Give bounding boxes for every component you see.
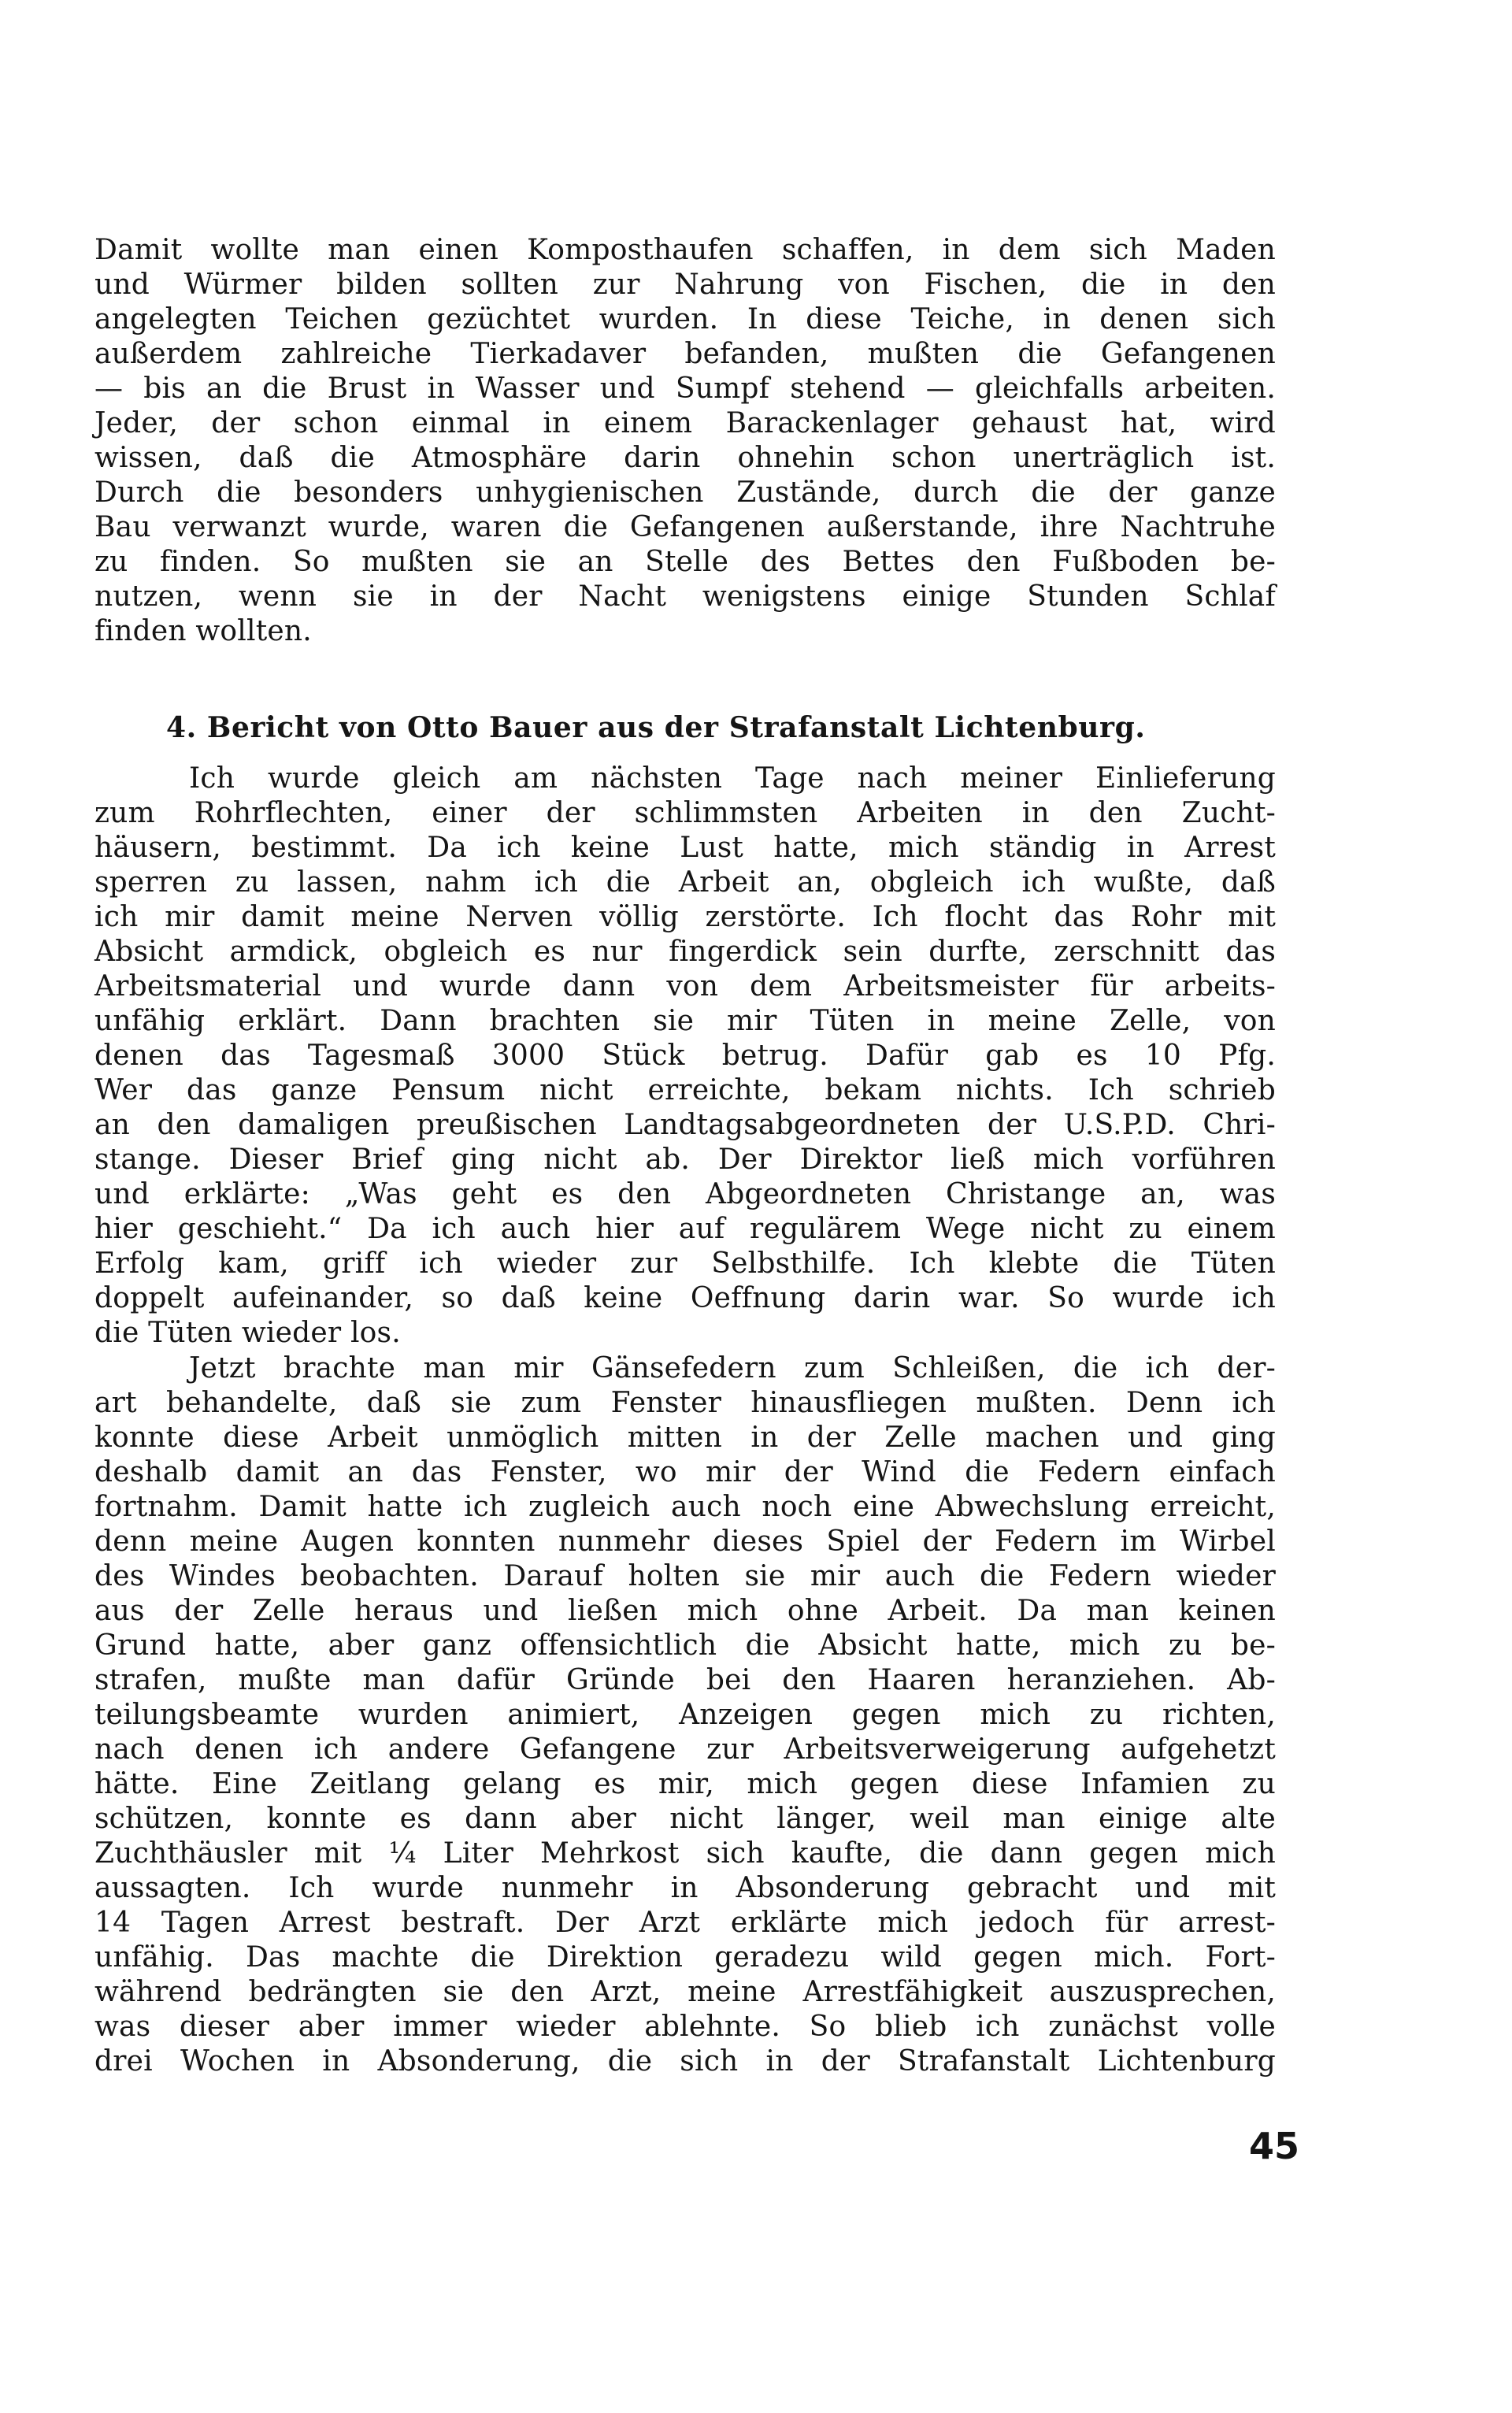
paragraph-line: aussagten. Ich wurde nunmehr in Absonderung gebracht und mit: [94, 1872, 1276, 1904]
paragraph-line: unfähig. Das machte die Direktion geradezu wild gegen mich. Fort-: [94, 1941, 1276, 1974]
paragraph-line: an den damaligen preußischen Landtagsabgeordneten der U.S.P.D. Chri-: [94, 1109, 1276, 1141]
paragraph-line: was dieser aber immer wieder ablehnte. So blieb ich zunächst volle: [94, 2011, 1276, 2043]
paragraph-line: hätte. Eine Zeitlang gelang es mir, mich gegen diese Infamien zu: [94, 1768, 1276, 1800]
paragraph-line: Jetzt brachte man mir Gänsefedern zum Schleißen, die ich der-: [189, 1352, 1276, 1384]
paragraph-line: hier geschieht.“ Da ich auch hier auf regulärem Wege nicht zu einem: [94, 1213, 1276, 1245]
paragraph-line: Zuchthäusler mit ¼ Liter Mehrkost sich kaufte, die dann gegen mich: [94, 1837, 1276, 1870]
section-heading: 4. Bericht von Otto Bauer aus der Strafanstalt Lichtenburg.: [166, 711, 1146, 744]
paragraph-line: konnte diese Arbeit unmöglich mitten in der Zelle machen und ging: [94, 1421, 1276, 1454]
paragraph-line: außerdem zahlreiche Tierkadaver befanden, mußten die Gefangenen: [94, 338, 1276, 370]
paragraph-line: fortnahm. Damit hatte ich zugleich auch noch eine Abwechslung erreicht,: [94, 1491, 1276, 1523]
paragraph-line: aus der Zelle heraus und ließen mich ohne Arbeit. Da man keinen: [94, 1595, 1276, 1627]
paragraph-line: häusern, bestimmt. Da ich keine Lust hatte, mich ständig in Arrest: [94, 832, 1276, 864]
paragraph-line: Bau verwanzt wurde, waren die Gefangenen außerstande, ihre Nachtruhe: [94, 511, 1276, 543]
paragraph-line: denn meine Augen konnten nunmehr dieses Spiel der Federn im Wirbel: [94, 1525, 1276, 1558]
paragraph-line: zu finden. So mußten sie an Stelle des Bettes den Fußboden be-: [94, 546, 1276, 578]
paragraph-line: art behandelte, daß sie zum Fenster hinausfliegen mußten. Denn ich: [94, 1387, 1276, 1419]
paragraph-line: Grund hatte, aber ganz offensichtlich die Absicht hatte, mich zu be-: [94, 1629, 1276, 1662]
paragraph-line: Arbeitsmaterial und wurde dann von dem Arbeitsmeister für arbeits-: [94, 970, 1276, 1003]
paragraph-line: Jeder, der schon einmal in einem Barackenlager gehaust hat, wird: [94, 407, 1276, 439]
paragraph-line: Erfolg kam, griff ich wieder zur Selbsthilfe. Ich klebte die Tüten: [94, 1247, 1276, 1280]
paragraph-line: wissen, daß die Atmosphäre darin ohnehin schon unerträglich ist.: [94, 442, 1276, 474]
paragraph-line: unfähig erklärt. Dann brachten sie mir Tüten in meine Zelle, von: [94, 1005, 1276, 1037]
paragraph-line: und erklärte: „Was geht es den Abgeordneten Christange an, was: [94, 1178, 1276, 1210]
paragraph-line: Absicht armdick, obgleich es nur fingerdick sein durfte, zerschnitt das: [94, 936, 1276, 968]
paragraph-line: denen das Tagesmaß 3000 Stück betrug. Dafür gab es 10 Pfg.: [94, 1040, 1276, 1072]
paragraph-line: des Windes beobachten. Darauf holten sie mir auch die Federn wieder: [94, 1560, 1276, 1592]
paragraph-line: und Würmer bilden sollten zur Nahrung von Fischen, die in den: [94, 269, 1276, 301]
paragraph-line: teilungsbeamte wurden animiert, Anzeigen gegen mich zu richten,: [94, 1699, 1276, 1731]
paragraph-line: angelegten Teichen gezüchtet wurden. In diese Teiche, in denen sich: [94, 303, 1276, 335]
paragraph-line: Damit wollte man einen Komposthaufen schaffen, in dem sich Maden: [94, 234, 1276, 266]
paragraph-line: stange. Dieser Brief ging nicht ab. Der Direktor ließ mich vorführen: [94, 1143, 1276, 1176]
paragraph-line: schützen, konnte es dann aber nicht länger, weil man einige alte: [94, 1803, 1276, 1835]
paragraph-line: Ich wurde gleich am nächsten Tage nach meiner Einlieferung: [189, 762, 1276, 795]
paragraph-line: doppelt aufeinander, so daß keine Oeffnung darin war. So wurde ich: [94, 1282, 1276, 1314]
paragraph-line: während bedrängten sie den Arzt, meine Arrestfähigkeit auszusprechen,: [94, 1976, 1276, 2008]
paragraph-line: — bis an die Brust in Wasser und Sumpf stehend — gleichfalls arbeiten.: [94, 373, 1276, 405]
paragraph-line: finden wollten.: [94, 615, 312, 647]
paragraph-line: nach denen ich andere Gefangene zur Arbeitsverweigerung aufgehetzt: [94, 1733, 1276, 1766]
paragraph-line: die Tüten wieder los.: [94, 1317, 401, 1349]
paragraph-line: zum Rohrflechten, einer der schlimmsten Arbeiten in den Zucht-: [94, 797, 1276, 829]
paragraph-line: Wer das ganze Pensum nicht erreichte, bekam nichts. Ich schrieb: [94, 1074, 1276, 1106]
paragraph-line: drei Wochen in Absonderung, die sich in der Strafanstalt Lichtenburg: [94, 2045, 1276, 2078]
paragraph-line: ich mir damit meine Nerven völlig zerstörte. Ich flocht das Rohr mit: [94, 901, 1276, 933]
paragraph-line: Durch die besonders unhygienischen Zustände, durch die der ganze: [94, 476, 1276, 509]
paragraph-line: deshalb damit an das Fenster, wo mir der Wind die Federn einfach: [94, 1456, 1276, 1488]
page-number: 45: [1248, 2125, 1299, 2167]
paragraph-line: nutzen, wenn sie in der Nacht wenigstens einige Stunden Schlaf: [94, 580, 1276, 613]
paragraph-line: strafen, mußte man dafür Gründe bei den Haaren heranziehen. Ab-: [94, 1664, 1276, 1696]
paragraph-line: sperren zu lassen, nahm ich die Arbeit an, obgleich ich wußte, daß: [94, 866, 1276, 899]
paragraph-line: 14 Tagen Arrest bestraft. Der Arzt erklärte mich jedoch für arrest-: [94, 1907, 1276, 1939]
